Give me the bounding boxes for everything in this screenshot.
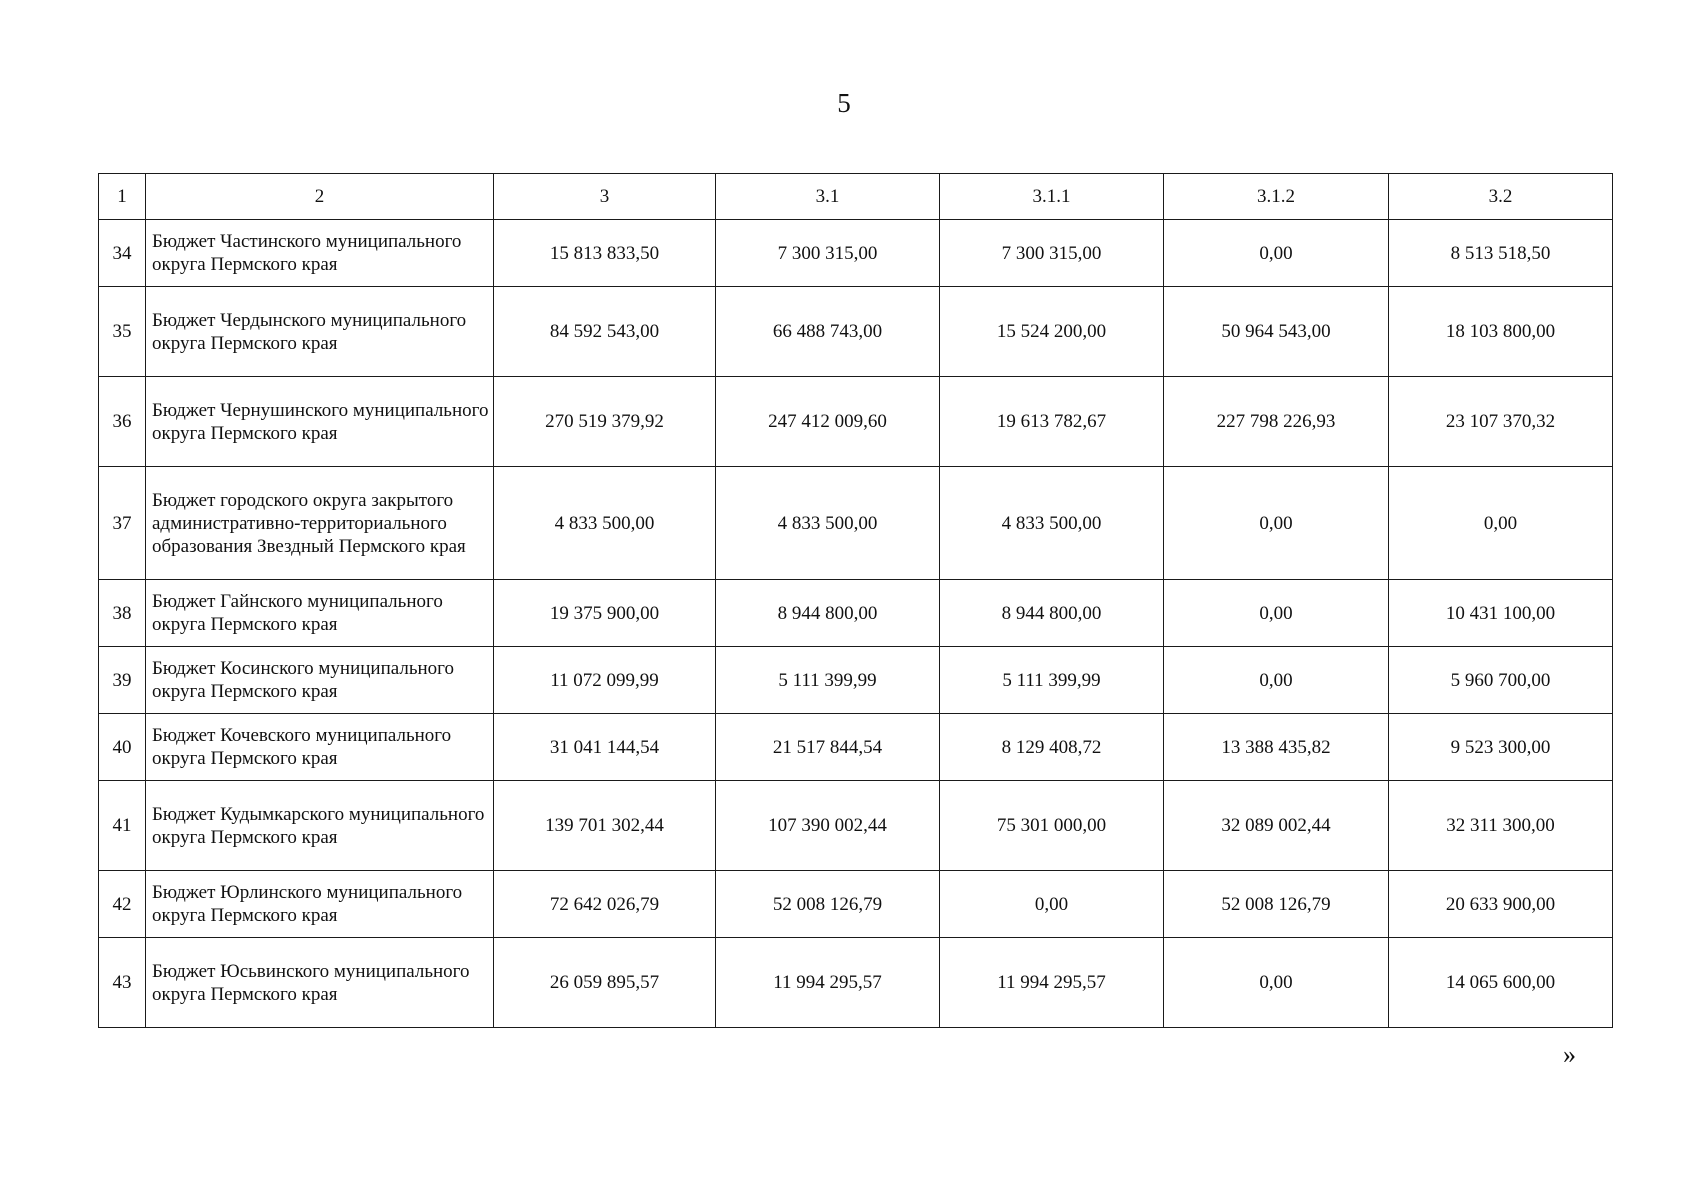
budget-name: Бюджет Юрлинского муниципального округа Пермского края bbox=[146, 871, 494, 938]
budget-name: Бюджет Гайнского муниципального округа Пермского края bbox=[146, 580, 494, 647]
table-row bbox=[99, 871, 1613, 938]
column-header: 3 bbox=[494, 174, 716, 220]
budget-name: Бюджет Кудымкарского муниципального округа Пермского края bbox=[146, 781, 494, 871]
total-cell: 31 041 144,54 bbox=[494, 714, 716, 781]
row-number: 34 bbox=[99, 220, 146, 287]
total-cell: 19 375 900,00 bbox=[494, 580, 716, 647]
cell-3-1: 247 412 009,60 bbox=[716, 377, 940, 467]
budget-name: Бюджет Чернушинского муниципального округа Пермского края bbox=[146, 377, 494, 467]
cell-3-1-1: 15 524 200,00 bbox=[940, 287, 1164, 377]
row-number: 41 bbox=[99, 781, 146, 871]
cell-3-1-1: 11 994 295,57 bbox=[940, 938, 1164, 1028]
table-row bbox=[99, 287, 1613, 377]
table-row bbox=[99, 467, 1613, 580]
column-header: 2 bbox=[146, 174, 494, 220]
cell-3-2: 5 960 700,00 bbox=[1389, 647, 1613, 714]
table-row bbox=[99, 377, 1613, 467]
total-cell: 72 642 026,79 bbox=[494, 871, 716, 938]
cell-3-1: 8 944 800,00 bbox=[716, 580, 940, 647]
row-number: 37 bbox=[99, 467, 146, 580]
cell-3-1-2: 13 388 435,82 bbox=[1164, 714, 1389, 781]
budget-name: Бюджет городского округа закрытого административно-территориального образования Звездный Пермского края bbox=[146, 467, 494, 580]
cell-3-1: 21 517 844,54 bbox=[716, 714, 940, 781]
cell-3-1-2: 0,00 bbox=[1164, 580, 1389, 647]
cell-3-1-2: 0,00 bbox=[1164, 938, 1389, 1028]
column-header: 3.1.1 bbox=[940, 174, 1164, 220]
table-row bbox=[99, 580, 1613, 647]
table-row bbox=[99, 220, 1613, 287]
table-header-row bbox=[99, 174, 1613, 220]
budget-name: Бюджет Косинского муниципального округа Пермского края bbox=[146, 647, 494, 714]
column-header: 3.2 bbox=[1389, 174, 1613, 220]
cell-3-1-1: 19 613 782,67 bbox=[940, 377, 1164, 467]
budget-name: Бюджет Частинского муниципального округа Пермского края bbox=[146, 220, 494, 287]
cell-3-1-1: 8 944 800,00 bbox=[940, 580, 1164, 647]
page-number: 5 bbox=[837, 88, 851, 118]
table-row bbox=[99, 714, 1613, 781]
total-cell: 84 592 543,00 bbox=[494, 287, 716, 377]
row-number: 36 bbox=[99, 377, 146, 467]
cell-3-1-1: 8 129 408,72 bbox=[940, 714, 1164, 781]
cell-3-1-2: 227 798 226,93 bbox=[1164, 377, 1389, 467]
total-cell: 26 059 895,57 bbox=[494, 938, 716, 1028]
total-cell: 270 519 379,92 bbox=[494, 377, 716, 467]
row-number: 40 bbox=[99, 714, 146, 781]
total-cell: 15 813 833,50 bbox=[494, 220, 716, 287]
table-row bbox=[99, 781, 1613, 871]
column-header: 3.1.2 bbox=[1164, 174, 1389, 220]
total-cell: 11 072 099,99 bbox=[494, 647, 716, 714]
closing-quote-mark: » bbox=[1563, 1040, 1576, 1069]
cell-3-1-2: 52 008 126,79 bbox=[1164, 871, 1389, 938]
budget-name: Бюджет Кочевского муниципального округа Пермского края bbox=[146, 714, 494, 781]
total-cell: 139 701 302,44 bbox=[494, 781, 716, 871]
cell-3-1: 11 994 295,57 bbox=[716, 938, 940, 1028]
cell-3-2: 23 107 370,32 bbox=[1389, 377, 1613, 467]
budget-name: Бюджет Юсьвинского муниципального округа Пермского края bbox=[146, 938, 494, 1028]
cell-3-2: 32 311 300,00 bbox=[1389, 781, 1613, 871]
cell-3-1-1: 5 111 399,99 bbox=[940, 647, 1164, 714]
total-cell: 4 833 500,00 bbox=[494, 467, 716, 580]
column-header: 3.1 bbox=[716, 174, 940, 220]
table-row bbox=[99, 647, 1613, 714]
cell-3-1: 52 008 126,79 bbox=[716, 871, 940, 938]
row-number: 38 bbox=[99, 580, 146, 647]
row-number: 43 bbox=[99, 938, 146, 1028]
cell-3-2: 8 513 518,50 bbox=[1389, 220, 1613, 287]
cell-3-2: 14 065 600,00 bbox=[1389, 938, 1613, 1028]
cell-3-1: 5 111 399,99 bbox=[716, 647, 940, 714]
cell-3-1-2: 0,00 bbox=[1164, 647, 1389, 714]
cell-3-1-2: 32 089 002,44 bbox=[1164, 781, 1389, 871]
cell-3-1: 66 488 743,00 bbox=[716, 287, 940, 377]
cell-3-2: 10 431 100,00 bbox=[1389, 580, 1613, 647]
cell-3-1-1: 7 300 315,00 bbox=[940, 220, 1164, 287]
cell-3-2: 20 633 900,00 bbox=[1389, 871, 1613, 938]
cell-3-1: 4 833 500,00 bbox=[716, 467, 940, 580]
cell-3-1-1: 75 301 000,00 bbox=[940, 781, 1164, 871]
cell-3-1: 7 300 315,00 bbox=[716, 220, 940, 287]
cell-3-1-2: 0,00 bbox=[1164, 220, 1389, 287]
cell-3-1-1: 4 833 500,00 bbox=[940, 467, 1164, 580]
budget-table bbox=[98, 173, 1613, 1028]
budget-name: Бюджет Чердынского муниципального округа Пермского края bbox=[146, 287, 494, 377]
cell-3-2: 0,00 bbox=[1389, 467, 1613, 580]
cell-3-1-2: 0,00 bbox=[1164, 467, 1389, 580]
row-number: 35 bbox=[99, 287, 146, 377]
column-header: 1 bbox=[99, 174, 146, 220]
cell-3-2: 9 523 300,00 bbox=[1389, 714, 1613, 781]
cell-3-2: 18 103 800,00 bbox=[1389, 287, 1613, 377]
cell-3-1-1: 0,00 bbox=[940, 871, 1164, 938]
row-number: 42 bbox=[99, 871, 146, 938]
table-row bbox=[99, 938, 1613, 1028]
cell-3-1-2: 50 964 543,00 bbox=[1164, 287, 1389, 377]
cell-3-1: 107 390 002,44 bbox=[716, 781, 940, 871]
row-number: 39 bbox=[99, 647, 146, 714]
